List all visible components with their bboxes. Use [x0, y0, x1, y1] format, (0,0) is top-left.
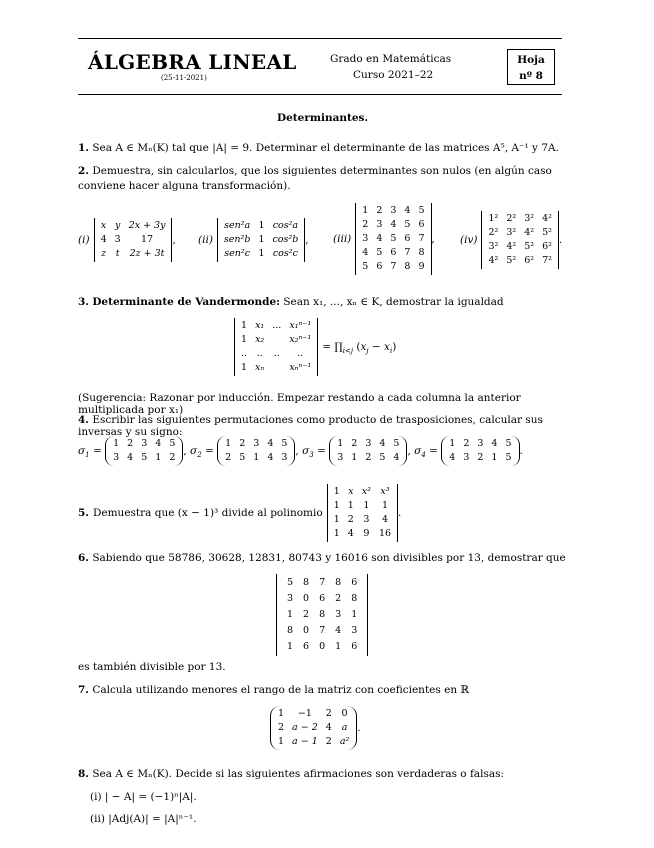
- problem-number: 4.: [78, 414, 89, 426]
- polynomial-determinant: 1 x x² x³ 1 1 1 1 1 2 3 4 1 4 9 16: [327, 484, 398, 542]
- det-label: (iv): [460, 234, 478, 246]
- divisibility-determinant: 5 8 7 8 6 3 0 6 2 8 1 2 8 3 1 8 0 7 4 3 1 6 0 1 6: [276, 574, 368, 659]
- determinant-matrix: 1 2 3 4 5 2 3 4 5 6 3 4 5 6 7 4 5 6 7 8 5 6 7 8 9: [355, 203, 431, 275]
- course-title: ÁLGEBRA LINEAL: [88, 50, 297, 74]
- section-title: Determinantes.: [277, 112, 369, 124]
- problem-text: Demuestra, sin calcularlos, que los siguientes determinantes son nulos (en algún caso conviene hacer alguna transformación).: [78, 165, 552, 192]
- problem-6-conclusion: es también divisible por 13.: [78, 661, 226, 673]
- problem-3: [78, 296, 568, 308]
- det-i: (i) x y 2x + 3y 4 3 17 z t 2z + 3t ,: [78, 218, 176, 262]
- determinant-matrix: 1² 2² 3² 4² 2² 3² 4² 5² 3² 4² 5² 6² 4² 5² 6² 7²: [481, 211, 558, 269]
- problem-text: Escribir las siguientes permutaciones como producto de trasposiciones, calcular sus inversas y su signo:: [78, 414, 543, 438]
- problem-text: Sea A ∈ Mₙ(K). Decide si las siguientes afirmaciones son verdaderas o falsas:: [92, 768, 505, 780]
- permutation-sigma-4: 1 2 3 4 5 4 3 2 1 5: [441, 436, 519, 466]
- problem-number: 6.: [78, 552, 89, 564]
- problem-number: 1.: [78, 142, 89, 154]
- problem-number: 3.: [78, 296, 89, 308]
- parametric-matrix: 1 −1 2 0 2 a − 2 4 a 1 a − 1 2 a²: [270, 706, 357, 750]
- problem-text: Demuestra que (x − 1)³ divide al polinomio: [92, 507, 323, 519]
- problem-5: 5. Demuestra que (x − 1)³ divide al polinomio 1 x x² x³ 1 1 1 1 1 2 3 4 1 4 9 16 .: [78, 484, 401, 542]
- det-label: (iii): [333, 233, 352, 245]
- problem-number: 8.: [78, 768, 89, 780]
- det-label: (i): [78, 234, 90, 246]
- determinant-matrix: sen²a 1 cos²a sen²b 1 cos²b sen²c 1 cos²c: [217, 218, 305, 262]
- course-year: Curso 2021–22: [353, 69, 434, 81]
- sheet-label: Hoja: [517, 54, 545, 66]
- vandermonde-hint: (Sugerencia: Razonar por inducción. Empezar restando a cada columna la anterior multiplicada por x₁): [78, 392, 521, 416]
- problem-4: [78, 414, 578, 438]
- problem-text: Sea A ∈ Mₙ(K) tal que |A| = 9. Determinar el determinante de las matrices A⁵, A⁻¹ y 7A.: [92, 142, 559, 154]
- problem-8: [78, 768, 568, 780]
- degree-name: Grado en Matemáticas: [330, 53, 452, 65]
- det-iii: (iii) 1 2 3 4 5 2 3 4 5 6 3 4 5 6 7 4 5 6 7 8 5 6 7 8 9 ,: [333, 203, 435, 275]
- header-date: (25-11-2021): [161, 74, 207, 82]
- permutation-sigma-3: 1 2 3 4 5 3 1 2 5 4: [329, 436, 407, 466]
- permutations-row: $\sigma_1$ = 1 2 3 4 5 3 4 5 1 2 , $\sigma_2$ = 1 2 3 4 5 2 5 1 4 3 , $\sigma_3$ = 1 2 3 4 5 3 1 2 5 4 , $\sigma_4$ = 1 2 3 4 5 4 3 2 1 5 .: [78, 436, 523, 466]
- det-iv: (iv) 1² 2² 3² 4² 2² 3² 4² 5² 3² 4² 5² 6² 4² 5² 6² 7² .: [460, 211, 562, 269]
- problem-text: Sabiendo que 58786, 30628, 12831, 80743 y 16016 son divisibles por 13, demostrar que: [92, 552, 566, 564]
- permutation-sigma-1: 1 2 3 4 5 3 4 5 1 2: [105, 436, 183, 466]
- sheet-number: nº 8: [519, 70, 543, 82]
- problem-1: [78, 142, 568, 154]
- problem-7: [78, 684, 568, 696]
- permutation-sigma-2: 1 2 3 4 5 2 5 1 4 3: [217, 436, 295, 466]
- sheet-box: [507, 49, 555, 85]
- header-bottom-rule: [78, 94, 562, 95]
- problem-number: 2.: [78, 165, 89, 177]
- problem-text: Calcula utilizando menores el rango de la matriz con coeficientes en ℝ: [92, 684, 470, 696]
- statement-i: (i) | − A| = (−1)ⁿ|A|.: [90, 791, 197, 803]
- det-label: (ii): [198, 234, 213, 246]
- problem-number: 7.: [78, 684, 89, 696]
- problem-2: [78, 164, 568, 194]
- product-formula: = $\prod_{i<j}$ $(x_j - x_i)$: [322, 341, 397, 356]
- problem-title: Determinante de Vandermonde:: [92, 296, 281, 308]
- header-top-rule: [78, 38, 562, 39]
- problem-number: 5.: [78, 507, 89, 519]
- problem-text: Sean x₁, ..., xₙ ∈ K, demostrar la igualdad: [283, 296, 504, 308]
- problem-6: [78, 552, 568, 564]
- determinant-matrix: x y 2x + 3y 4 3 17 z t 2z + 3t: [94, 218, 173, 262]
- det-ii: (ii) sen²a 1 cos²a sen²b 1 cos²b sen²c 1 cos²c ,: [198, 218, 309, 262]
- statement-ii: (ii) |Adj(A)| = |A|ⁿ⁻¹.: [90, 813, 197, 825]
- rank-matrix: 1 −1 2 0 2 a − 2 4 a 1 a − 1 2 a² .: [270, 706, 361, 750]
- vandermonde-determinant: 1 x₁ ... x₁ⁿ⁻¹ 1 x₂ x₂ⁿ⁻¹ .. .. .. .. 1 xₙ xₙⁿ⁻¹: [234, 318, 318, 376]
- vandermonde-equation: [234, 318, 396, 376]
